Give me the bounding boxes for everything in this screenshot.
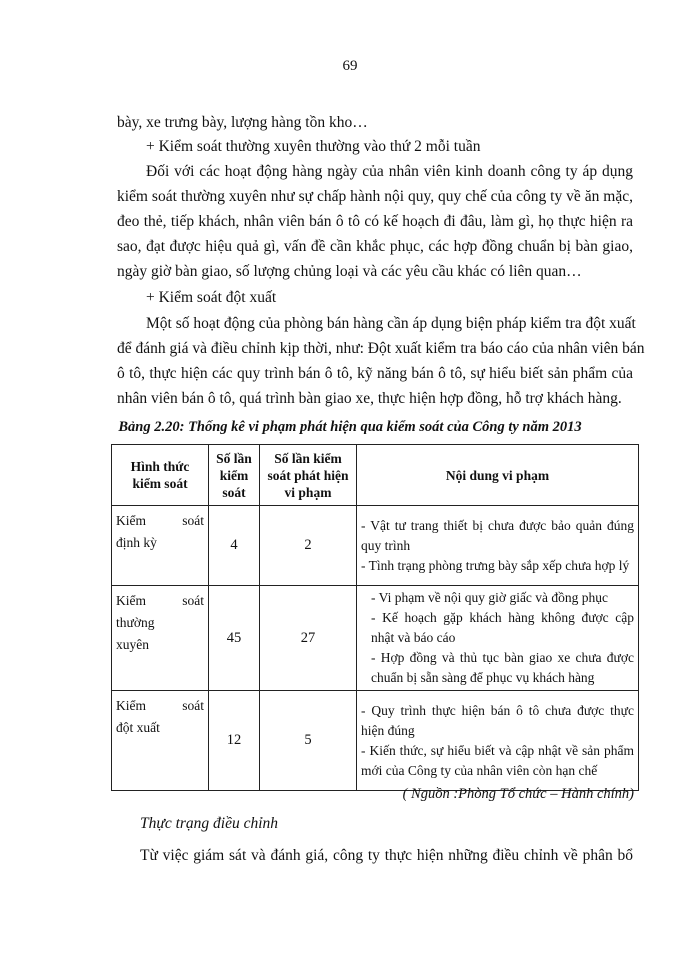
header-violation-content: Nội dung vi phạm [357, 445, 639, 506]
header-violation-count: Số lần kiểm soát phát hiện vi phạm [260, 445, 357, 506]
paragraph-line: ô tô, thực hiện các quy trình bán ô tô, kỹ năng bán ô tô, sự hiểu biết sản phẩm của [117, 365, 633, 382]
section-item-regular-control: + Kiểm soát thường xuyên thường vào thứ 2 mỗi tuần [146, 138, 481, 155]
page-number: 69 [342, 58, 358, 74]
cell-violation-content: - Vật tư trang thiết bị chưa được bảo quản đúng quy trình - Tình trạng phòng trưng bày sắp xếp chưa hợp lý [357, 506, 639, 586]
cell-control-form: Kiểm soát đột xuất [112, 691, 209, 791]
cell-violation-content: - Quy trình thực hiện bán ô tô chưa được thực hiện đúng - Kiến thức, sự hiểu biết và cập nhật về sản phẩm mới của Công ty của nhân viên còn hạn chế [357, 691, 639, 791]
header-control-count: Số lần kiểm soát [209, 445, 260, 506]
paragraph-line: để đánh giá và điều chỉnh kịp thời, như: Đột xuất kiểm tra báo cáo của nhân viên bán [117, 340, 645, 357]
violation-table [111, 444, 639, 791]
cell-violation-count: 5 [260, 691, 357, 791]
cell-control-form: Kiểm soát định kỳ [112, 506, 209, 586]
paragraph-line: ngày giờ bàn giao, số lượng chủng loại và các yêu cầu khác có liên quan… [117, 263, 582, 280]
table-source: ( Nguồn :Phòng Tổ chức – Hành chính) [402, 786, 634, 802]
table-row [112, 691, 639, 791]
paragraph-line: đeo thẻ, tiếp khách, nhân viên bán ô tô có kế hoạch đi đâu, làm gì, họ thực hiện ra [117, 213, 633, 230]
paragraph-line: kiểm soát thường xuyên như sự chấp hành nội quy, quy chế của công ty về ăn mặc, [117, 188, 633, 205]
cell-control-count: 45 [209, 586, 260, 691]
paragraph-line: bày, xe trưng bày, lượng hàng tồn kho… [117, 114, 368, 131]
cell-control-form: Kiểm soát thường xuyên [112, 586, 209, 691]
cell-violation-content: - Vi phạm về nội quy giờ giấc và đồng phục - Kế hoạch gặp khách hàng không được cập nhật và báo cáo - Hợp đồng và thủ tục bàn giao xe chưa được chuẩn bị sẵn sàng để phục vụ khách hàng [357, 586, 639, 691]
table-row [112, 506, 639, 586]
cell-control-count: 12 [209, 691, 260, 791]
paragraph-line: Từ việc giám sát và đánh giá, công ty thực hiện những điều chỉnh về phân bổ [140, 847, 633, 864]
cell-control-count: 4 [209, 506, 260, 586]
paragraph-line: nhân viên bán ô tô, quá trình bàn giao xe, thực hiện hợp đồng, hỗ trợ khách hàng. [117, 390, 622, 407]
header-control-form: Hình thức kiểm soát [112, 445, 209, 506]
subheading: Thực trạng điều chỉnh [140, 815, 279, 832]
cell-violation-count: 2 [260, 506, 357, 586]
table-row [112, 586, 639, 691]
table-header-row [112, 445, 639, 506]
paragraph-line: Một số hoạt động của phòng bán hàng cần áp dụng biện pháp kiểm tra đột xuất [146, 315, 636, 332]
section-item-sudden-control: + Kiểm soát đột xuất [146, 289, 277, 306]
paragraph-line: sao, đạt được hiệu quả gì, vấn đề cần khắc phục, các hợp đồng chuẩn bị bàn giao, [117, 238, 633, 255]
table-caption: Bảng 2.20: Thống kê vi phạm phát hiện qua kiểm soát của Công ty năm 2013 [118, 419, 582, 435]
paragraph-line: Đối với các hoạt động hàng ngày của nhân viên kinh doanh công ty áp dụng [146, 163, 633, 180]
cell-violation-count: 27 [260, 586, 357, 691]
